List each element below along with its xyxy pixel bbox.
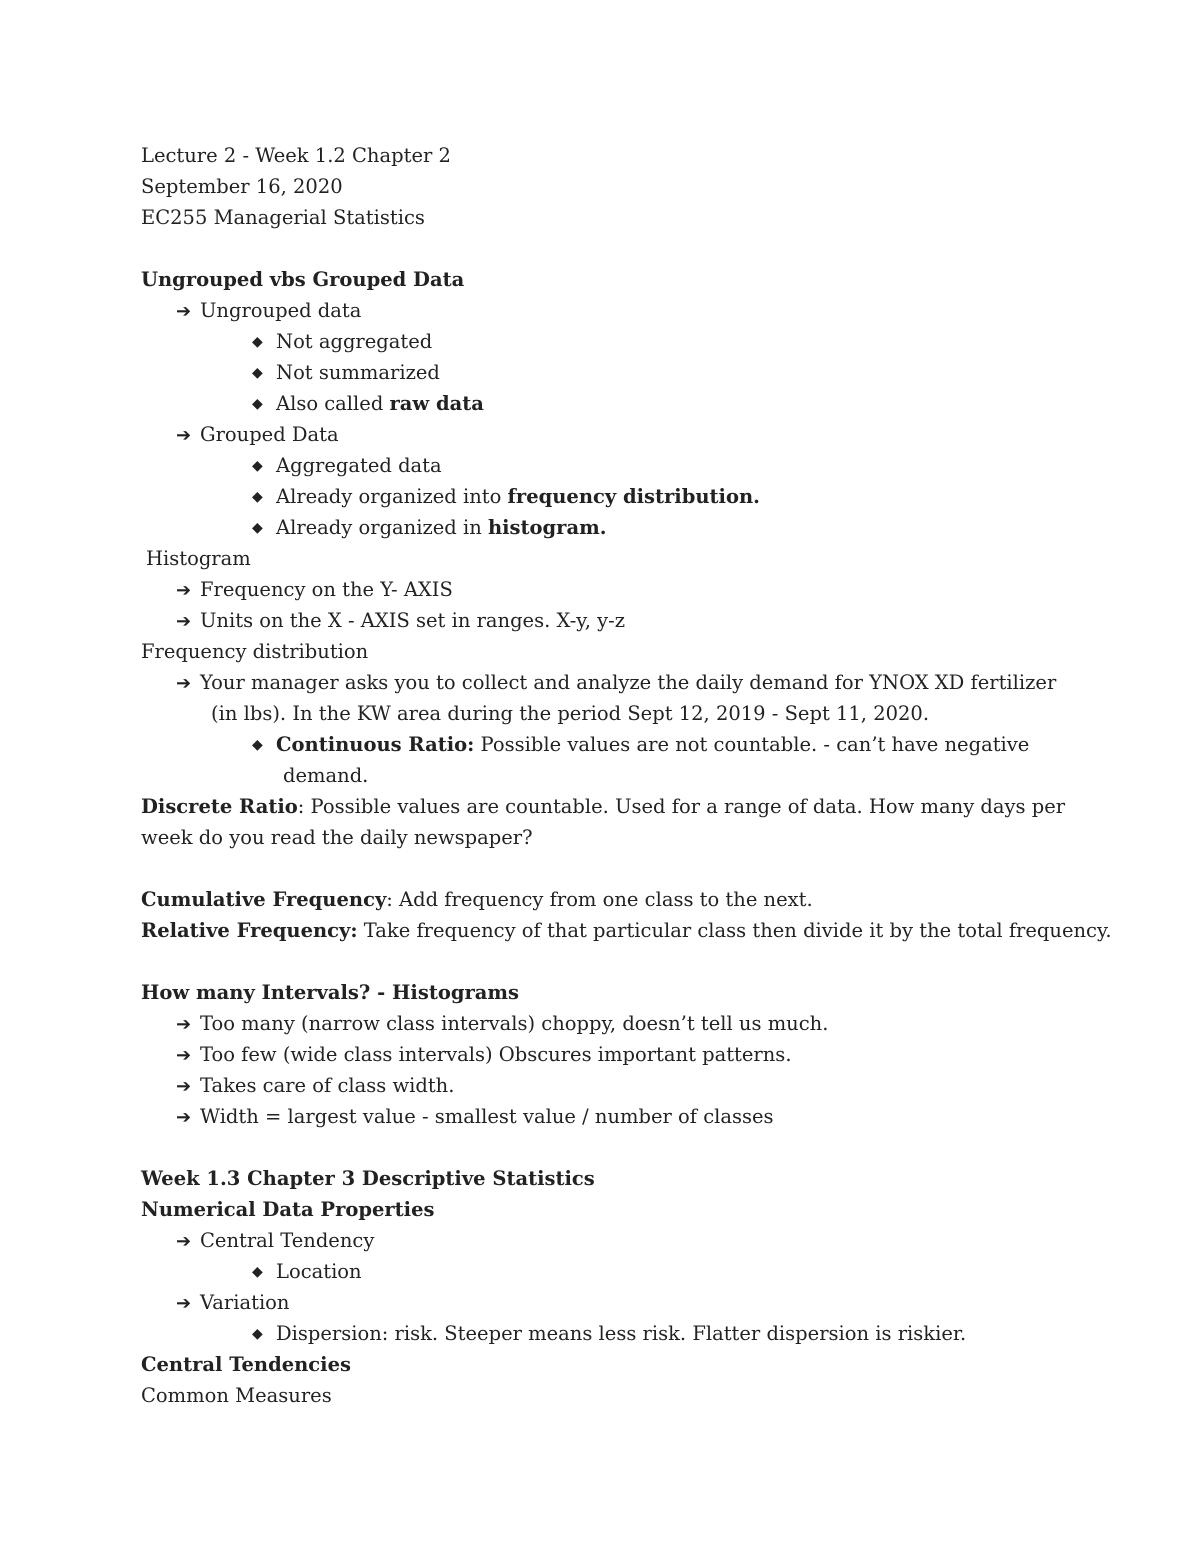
list-item: ➔ Variation <box>176 1287 289 1319</box>
histogram-label: Histogram <box>146 547 251 570</box>
list-item: ➔ Your manager asks you to collect and analyze the daily demand for YNOX XD fertilizer <box>176 667 1056 699</box>
right-arrow-icon: ➔ <box>176 301 192 322</box>
section-heading-intervals: How many Intervals? - Histograms <box>141 981 519 1004</box>
frequency-distribution-label: Frequency distribution <box>141 640 369 663</box>
discrete-ratio-continuation: week do you read the daily newspaper? <box>141 826 533 849</box>
list-item: ➔ Grouped Data <box>176 419 339 451</box>
diamond-bullet-icon: ◆ <box>252 520 263 536</box>
diamond-bullet-icon: ◆ <box>252 458 263 474</box>
list-item: ➔ Too few (wide class intervals) Obscures important patterns. <box>176 1039 792 1071</box>
diamond-bullet-icon: ◆ <box>252 737 263 753</box>
diamond-bullet-icon: ◆ <box>252 334 263 350</box>
cumulative-frequency-paragraph: Cumulative Frequency: Add frequency from one class to the next. <box>141 888 813 911</box>
right-arrow-icon: ➔ <box>176 1231 192 1252</box>
list-item: ➔ Takes care of class width. <box>176 1070 454 1102</box>
list-item: ◆ Dispersion: risk. Steeper means less risk. Flatter dispersion is riskier. <box>252 1318 966 1352</box>
list-item: ➔ Central Tendency <box>176 1225 374 1257</box>
subheading-numerical-data: Numerical Data Properties <box>141 1198 435 1221</box>
right-arrow-icon: ➔ <box>176 1076 192 1097</box>
right-arrow-icon: ➔ <box>176 611 192 632</box>
diamond-bullet-icon: ◆ <box>252 489 263 505</box>
list-item: ◆ Not aggregated <box>252 326 432 360</box>
lecture-title: Lecture 2 - Week 1.2 Chapter 2 <box>141 144 451 167</box>
right-arrow-icon: ➔ <box>176 425 192 446</box>
list-item-continuation: demand. <box>283 764 369 787</box>
right-arrow-icon: ➔ <box>176 1045 192 1066</box>
list-item: ➔ Units on the X - AXIS set in ranges. X-y, y-z <box>176 605 625 637</box>
diamond-bullet-icon: ◆ <box>252 1264 263 1280</box>
section-heading-week13: Week 1.3 Chapter 3 Descriptive Statistics <box>141 1167 595 1190</box>
list-item: ➔ Width = largest value - smallest value / number of classes <box>176 1101 774 1133</box>
course-name: EC255 Managerial Statistics <box>141 206 425 229</box>
list-item: ◆ Also called raw data <box>252 388 484 422</box>
right-arrow-icon: ➔ <box>176 1014 192 1035</box>
list-item: ◆ Already organized in histogram. <box>252 512 607 546</box>
right-arrow-icon: ➔ <box>176 673 192 694</box>
right-arrow-icon: ➔ <box>176 580 192 601</box>
list-item: ◆ Already organized into frequency distribution. <box>252 481 760 515</box>
relative-frequency-paragraph: Relative Frequency: Take frequency of that particular class then divide it by the total frequency. <box>141 919 1112 942</box>
right-arrow-icon: ➔ <box>176 1293 192 1314</box>
list-item: ➔ Frequency on the Y- AXIS <box>176 574 453 606</box>
list-item-continuation: (in lbs). In the KW area during the period Sept 12, 2019 - Sept 11, 2020. <box>211 702 930 725</box>
diamond-bullet-icon: ◆ <box>252 1326 263 1342</box>
discrete-ratio-paragraph: Discrete Ratio: Possible values are countable. Used for a range of data. How many days per <box>141 795 1066 818</box>
list-item: ➔ Ungrouped data <box>176 295 361 327</box>
list-item: ➔ Too many (narrow class intervals) choppy, doesn’t tell us much. <box>176 1008 828 1040</box>
list-item: ◆ Not summarized <box>252 357 440 391</box>
common-measures-label: Common Measures <box>141 1384 332 1407</box>
right-arrow-icon: ➔ <box>176 1107 192 1128</box>
lecture-date: September 16, 2020 <box>141 175 343 198</box>
section-heading-ungrouped-grouped: Ungrouped vbs Grouped Data <box>141 268 465 291</box>
diamond-bullet-icon: ◆ <box>252 396 263 412</box>
list-item: ◆ Aggregated data <box>252 450 442 484</box>
list-item: ◆ Continuous Ratio: Possible values are not countable. - can’t have negative <box>252 729 1029 763</box>
diamond-bullet-icon: ◆ <box>252 365 263 381</box>
list-item: ◆ Location <box>252 1256 362 1290</box>
section-heading-central-tendencies: Central Tendencies <box>141 1353 351 1376</box>
